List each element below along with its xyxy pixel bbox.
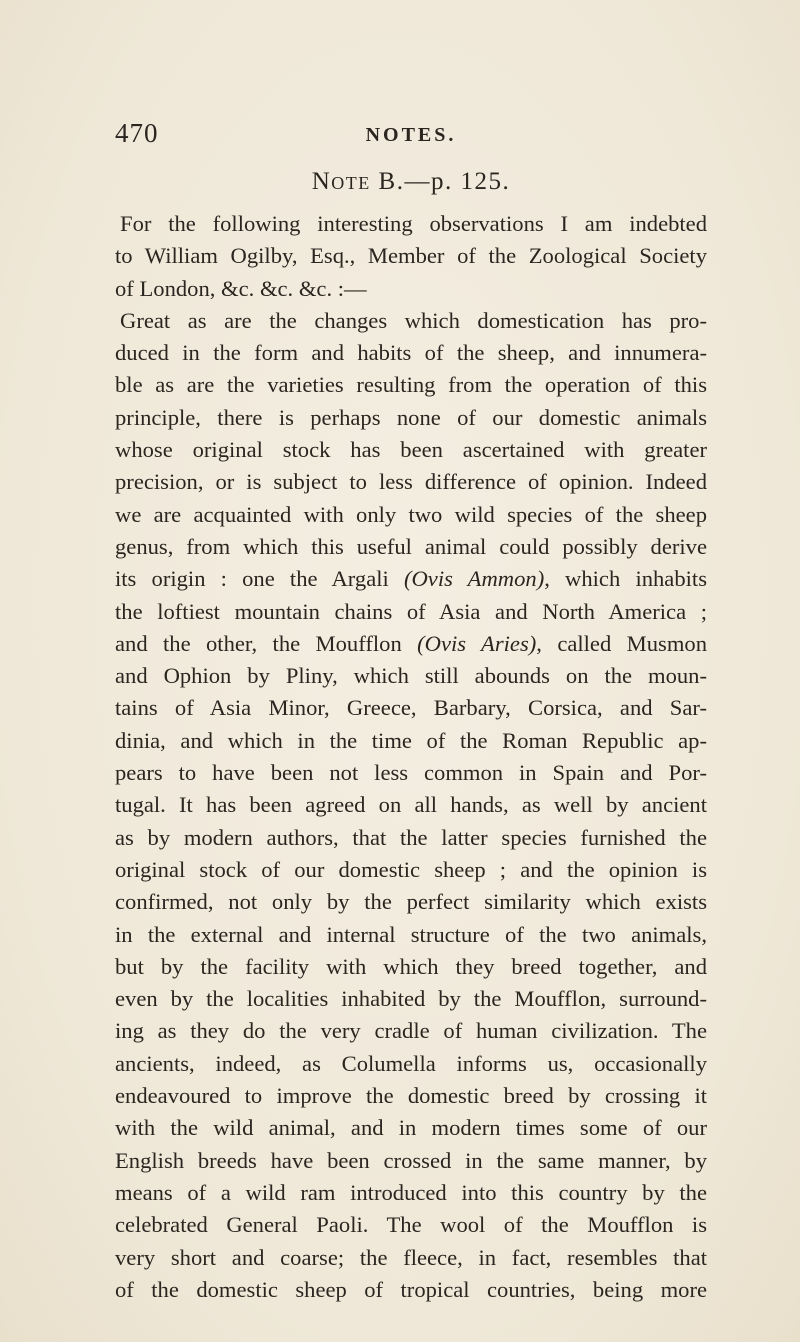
text-run: pears to have been not less common in Spain and Por- [115, 760, 707, 786]
text-run: ing as they do the very cradle of human civilization. The [115, 1018, 707, 1044]
text-run: we are acquainted with only two wild species of the sheep [115, 501, 707, 527]
text-line [115, 402, 707, 434]
text-line [115, 1242, 707, 1274]
text-line [115, 1209, 707, 1241]
text-line [115, 692, 707, 724]
text-line [115, 369, 707, 401]
page-header [115, 118, 707, 158]
text-line [115, 1048, 707, 1080]
text-run: duced in the form and habits of the sheep, and innumera- [115, 340, 707, 366]
page-number: 470 [115, 118, 159, 148]
text-run: ancients, indeed, as Columella informs us, occasionally [115, 1050, 707, 1076]
text-line [115, 919, 707, 951]
text-run: even by the localities inhabited by the Moufflon, surround- [115, 986, 707, 1012]
text-line [115, 1274, 707, 1306]
text-run: of the domestic sheep of tropical countries, being more [115, 1276, 707, 1302]
text-run: endeavoured to improve the domestic breed by crossing it [115, 1083, 707, 1109]
note-heading-word: Note [311, 168, 371, 195]
text-run: of London, &c. &c. &c. :— [115, 275, 367, 301]
text-run: its origin : one the Argali [115, 566, 404, 592]
text-line [115, 1015, 707, 1047]
text-run: ble as are the varieties resulting from the operation of this [115, 372, 707, 398]
text-run: the loftiest mountain chains of Asia and North America ; [115, 598, 707, 624]
text-run: precision, or is subject to less difference of opinion. Indeed [115, 469, 707, 495]
text-run: tains of Asia Minor, Greece, Barbary, Corsica, and Sar- [115, 695, 707, 721]
note-body-text [115, 208, 707, 1306]
text-run: whose original stock has been ascertained with greater [115, 437, 707, 463]
text-line [115, 305, 707, 337]
text-run: and the other, the Moufflon [115, 630, 418, 656]
text-line [115, 983, 707, 1015]
italic-term: (Ovis Aries) [417, 630, 537, 656]
text-line [115, 563, 707, 595]
text-line [115, 757, 707, 789]
note-heading-label: B.—p. 125. [378, 168, 511, 195]
text-run: original stock of our domestic sheep ; and the opinion is [115, 856, 707, 882]
text-line [115, 854, 707, 886]
running-title: NOTES. [365, 124, 457, 146]
italic-term: (Ovis Ammon) [403, 566, 545, 592]
text-line [115, 434, 707, 466]
text-line [115, 531, 707, 563]
text-run: means of a wild ram introduced into this country by the [115, 1179, 707, 1205]
text-run: and Ophion by Pliny, which still abounds on the moun- [115, 663, 707, 689]
text-run: with the wild animal, and in modern times some of our [115, 1115, 707, 1141]
text-line [115, 660, 707, 692]
text-line [115, 337, 707, 369]
text-line [115, 1112, 707, 1144]
text-run: For the following interesting observations I am indebted [120, 211, 707, 236]
text-run: to William Ogilby, Esq., Member of the Zoological Society [115, 243, 707, 269]
text-run: Great as are the changes which domestication has pro- [120, 307, 707, 333]
text-run: tugal. It has been agreed on all hands, as well by ancient [115, 792, 707, 818]
text-run: celebrated General Paoli. The wool of the Moufflon is [115, 1212, 707, 1238]
text-line [115, 466, 707, 498]
note-heading [115, 168, 707, 196]
text-line [115, 951, 707, 983]
text-line [115, 208, 707, 240]
text-run: as by modern authors, that the latter species furnished the [115, 824, 707, 850]
text-run: but by the facility with which they breed together, and [115, 953, 707, 979]
text-run: , called Musmon [536, 630, 707, 656]
text-line [115, 273, 707, 305]
text-line [115, 499, 707, 531]
text-line [115, 1080, 707, 1112]
text-line [115, 1145, 707, 1177]
text-run: in the external and internal structure of the two animals, [115, 921, 707, 947]
text-run: dinia, and which in the time of the Roman Republic ap- [115, 727, 707, 753]
text-line [115, 822, 707, 854]
text-line [115, 886, 707, 918]
text-line [115, 789, 707, 821]
text-line [115, 1177, 707, 1209]
text-run: genus, from which this useful animal could possibly derive [115, 533, 707, 559]
text-run: confirmed, not only by the perfect similarity which exists [115, 889, 707, 915]
text-line [115, 596, 707, 628]
text-run: , which inhabits [544, 566, 707, 592]
text-run: English breeds have been crossed in the same manner, by [115, 1147, 707, 1173]
text-line [115, 240, 707, 272]
text-run: very short and coarse; the fleece, in fact, resembles that [115, 1244, 707, 1270]
text-run: principle, there is perhaps none of our domestic animals [115, 404, 707, 430]
text-line [115, 628, 707, 660]
text-line [115, 725, 707, 757]
